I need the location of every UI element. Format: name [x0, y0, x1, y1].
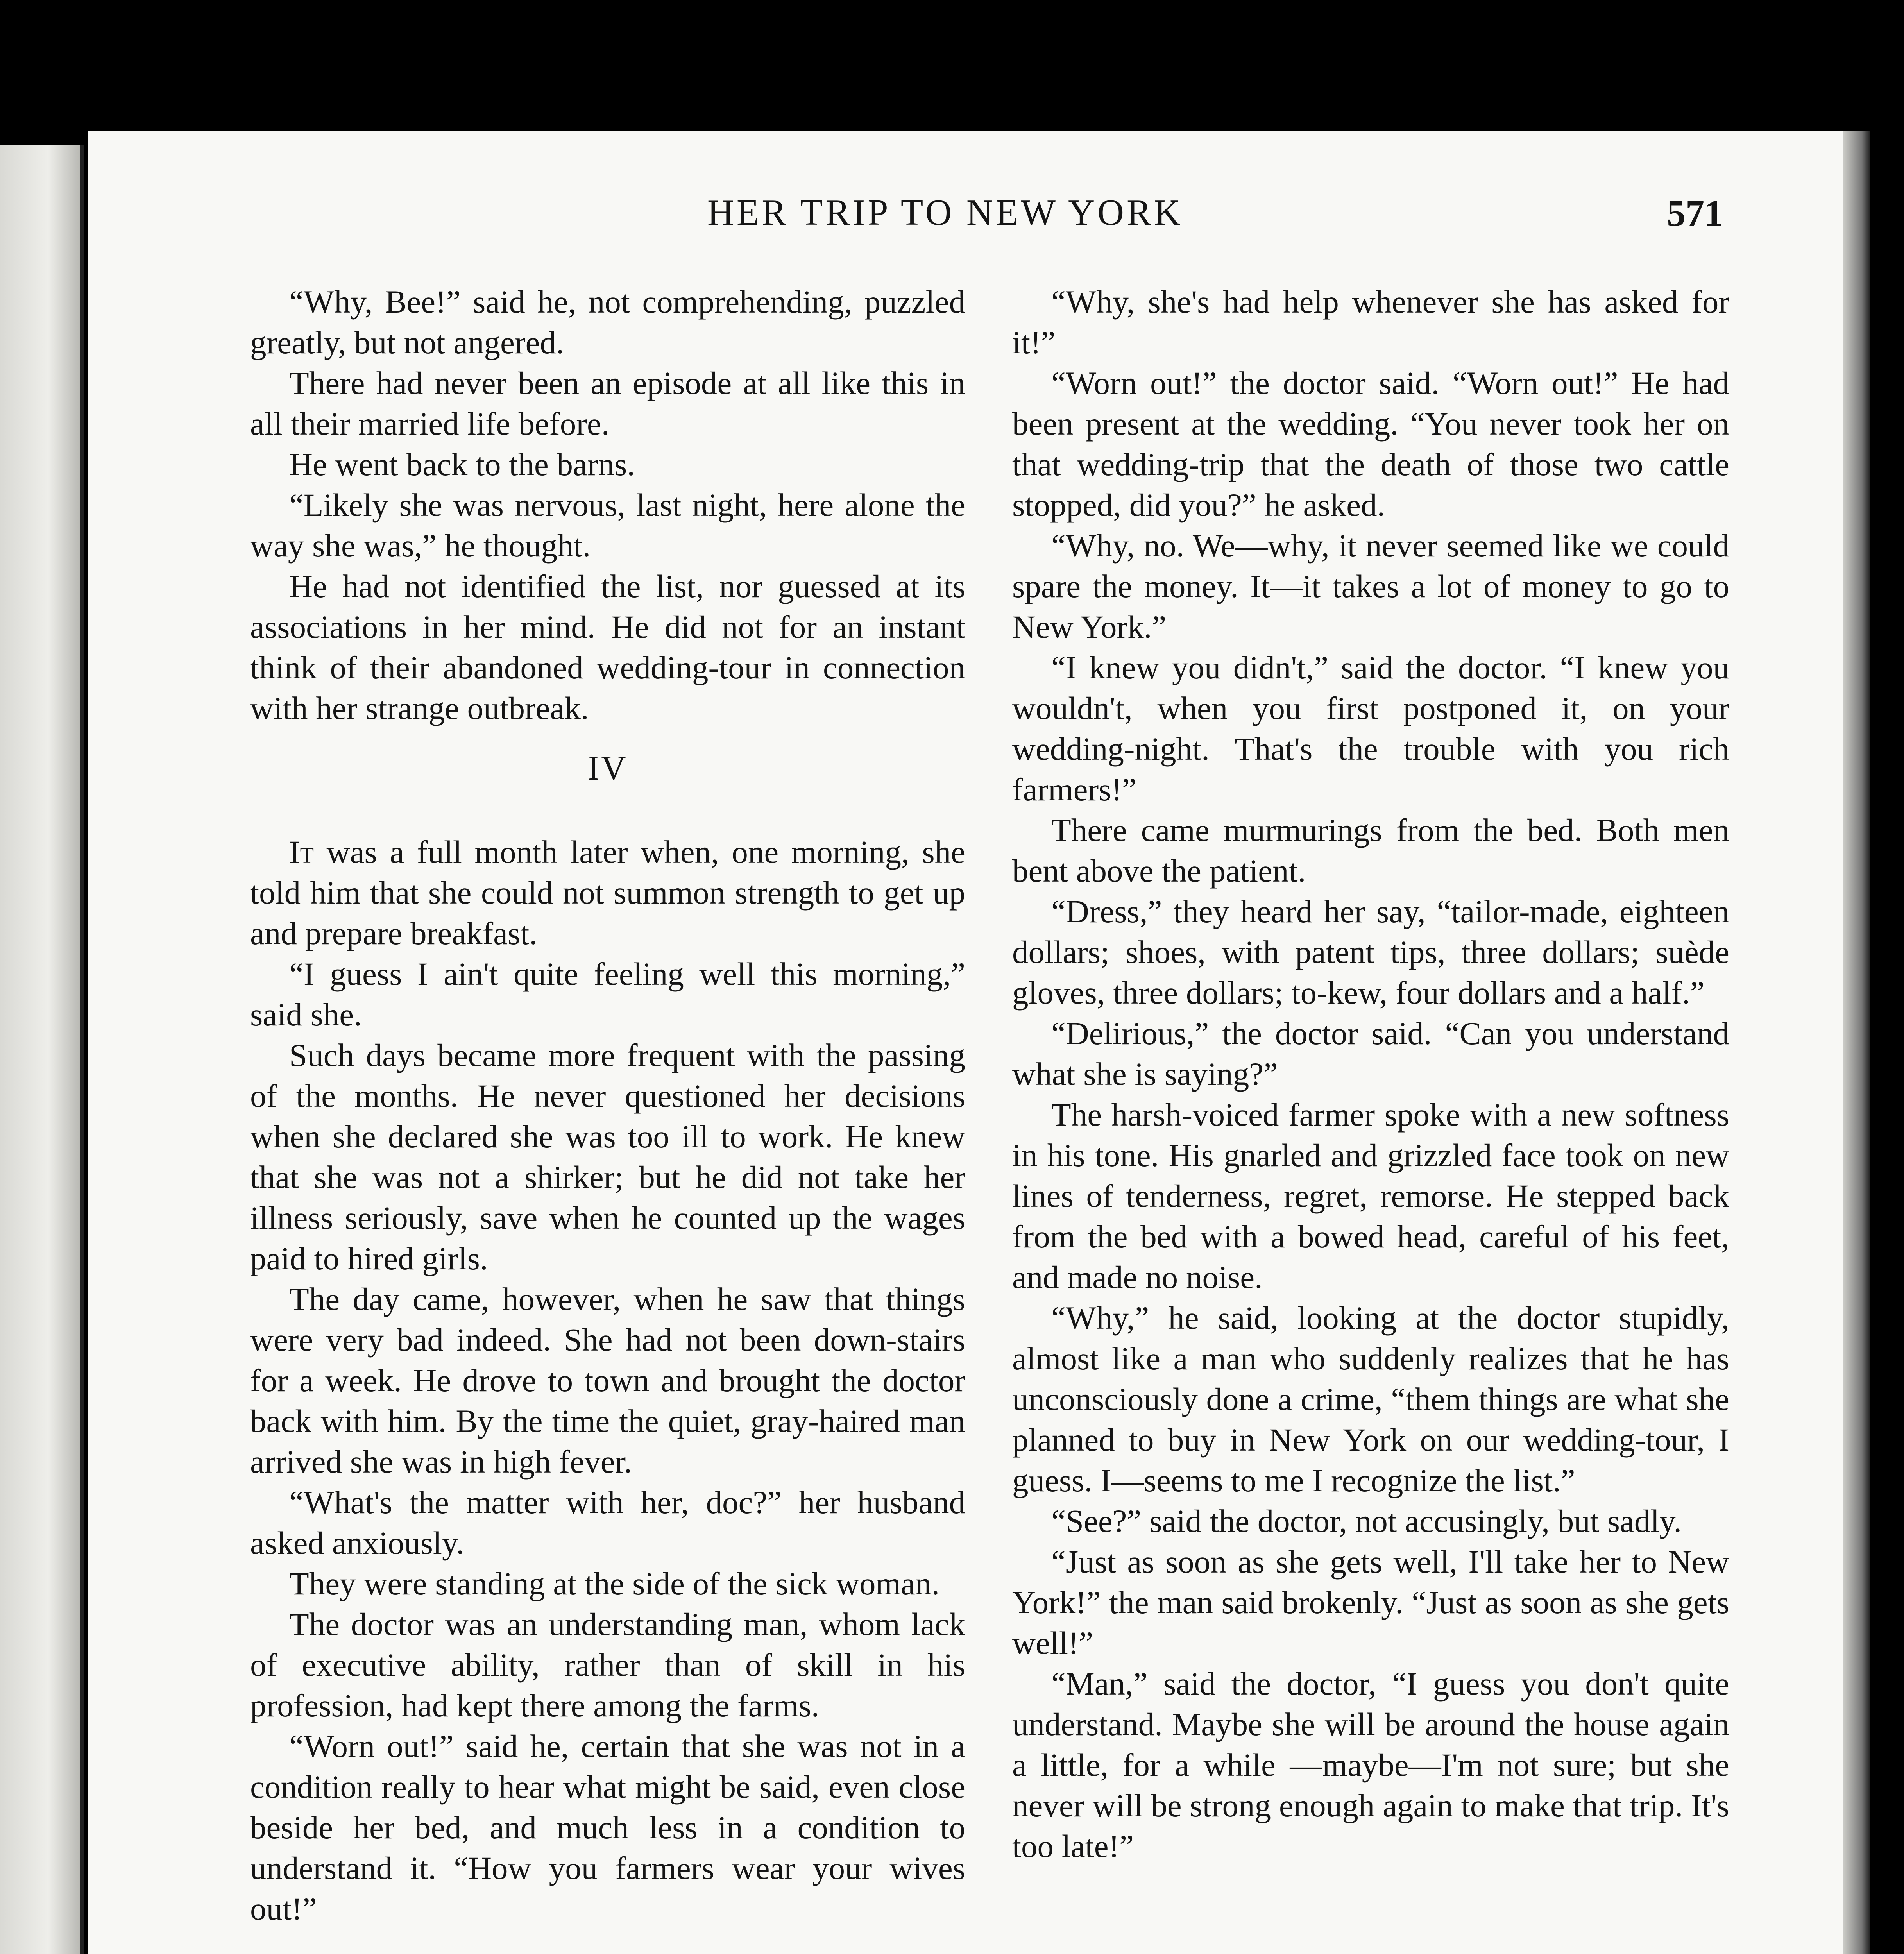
paragraph: “I guess I ain't quite feeling well this morning,” said she.: [250, 956, 965, 1032]
page-edge-shadow: [1843, 131, 1870, 1954]
facing-page-edge: [0, 145, 84, 1954]
paragraph: “Why, Bee!” said he, not comprehending, puzzled greatly, but not angered.: [250, 284, 965, 360]
paragraph: The day came, however, when he saw that things were very bad indeed. She had not been down-stairs for a week. He drove to town and brought the doctor back with him. By the time the quiet, gray-haired man arrived she was in high fever.: [250, 1281, 965, 1480]
paragraph: “Why, no. We—why, it never seemed like we could spare the money. It—it takes a lot of money to go to New York.”: [1012, 528, 1729, 645]
section-lead-word: It: [289, 834, 314, 870]
section-opening-paragraph: [250, 832, 965, 954]
section-opening-text: was a full month later when, one morning, she told him that she could not summon strength to get up and prepare breakfast.: [250, 834, 965, 951]
paragraph: The harsh-voiced farmer spoke with a new softness in his tone. His gnarled and grizzled face took on new lines of tenderness, regret, remorse. He stepped back from the bed with a bowed head, careful of his feet, and made no noise.: [1012, 1097, 1729, 1295]
paragraph: He had not identified the list, nor guessed at its associations in her mind. He did not for an instant think of their abandoned wedding-tour in connection with her strange outbreak.: [250, 568, 965, 726]
paragraph: There came murmurings from the bed. Both men bent above the patient.: [1012, 812, 1729, 889]
paragraph: “Worn out!” said he, certain that she was not in a condition really to hear what might be said, even close beside her bed, and much less in a condition to understand it. “How you farmers wear your wives out!”: [250, 1728, 965, 1927]
paragraph: “See?” said the doctor, not accusingly, but sadly.: [1051, 1503, 1682, 1539]
paragraph: “Just as soon as she gets well, I'll take her to New York!” the man said brokenly. “Just as soon as she gets well!”: [1012, 1544, 1729, 1661]
paragraph: They were standing at the side of the sick woman.: [289, 1566, 940, 1601]
paragraph: “Worn out!” the doctor said. “Worn out!” He had been present at the wedding. “You never took her on that wedding-trip that the death of those two cattle stopped, did you?” he asked.: [1012, 365, 1729, 523]
paragraph: “Delirious,” the doctor said. “Can you understand what she is saying?”: [1012, 1015, 1729, 1092]
paragraph: “Man,” said the doctor, “I guess you don't quite understand. Maybe she will be around the house again a little, for a while —maybe—I'm not sure; but she never will be strong enough again to make that trip. It's too late!”: [1012, 1666, 1729, 1864]
section-number: IV: [587, 749, 628, 787]
paragraph: “Likely she was nervous, last night, here alone the way she was,” he thought.: [250, 487, 965, 564]
paragraph: He went back to the barns.: [289, 446, 635, 482]
paragraph: “What's the matter with her, doc?” her husband asked anxiously.: [250, 1484, 965, 1561]
paragraph: “Why, she's had help whenever she has asked for it!”: [1012, 284, 1729, 360]
running-title: HER TRIP TO NEW YORK: [707, 192, 1183, 233]
paragraph: There had never been an episode at all like this in all their married life before.: [250, 365, 965, 442]
paragraph: “Why,” he said, looking at the doctor stupidly, almost like a man who suddenly realizes that he has unconsciously done a crime, “them things are what she planned to buy in New York on our wedding-tour, I guess. I—seems to me I recognize the list.”: [1012, 1300, 1729, 1498]
paragraph: “I knew you didn't,” said the doctor. “I knew you wouldn't, when you first postponed it, on your wedding-night. That's the trouble with you rich farmers!”: [1012, 650, 1729, 807]
page-number: 571: [1667, 192, 1723, 234]
paragraph: The doctor was an understanding man, whom lack of executive ability, rather than of skill in his profession, had kept there among the farms.: [250, 1606, 965, 1723]
right-column: [1012, 281, 1729, 1866]
left-column: [250, 281, 965, 1929]
paragraph: “Dress,” they heard her say, “tailor-made, eighteen dollars; shoes, with patent tips, three dollars; suède gloves, three dollars; to-kew, four dollars and a half.”: [1012, 893, 1729, 1011]
paragraph: Such days became more frequent with the passing of the months. He never questioned her decisions when she declared she was too ill to work. He knew that she was not a shirker; but he did not take her illness seriously, save when he counted up the wages paid to hired girls.: [250, 1037, 965, 1276]
